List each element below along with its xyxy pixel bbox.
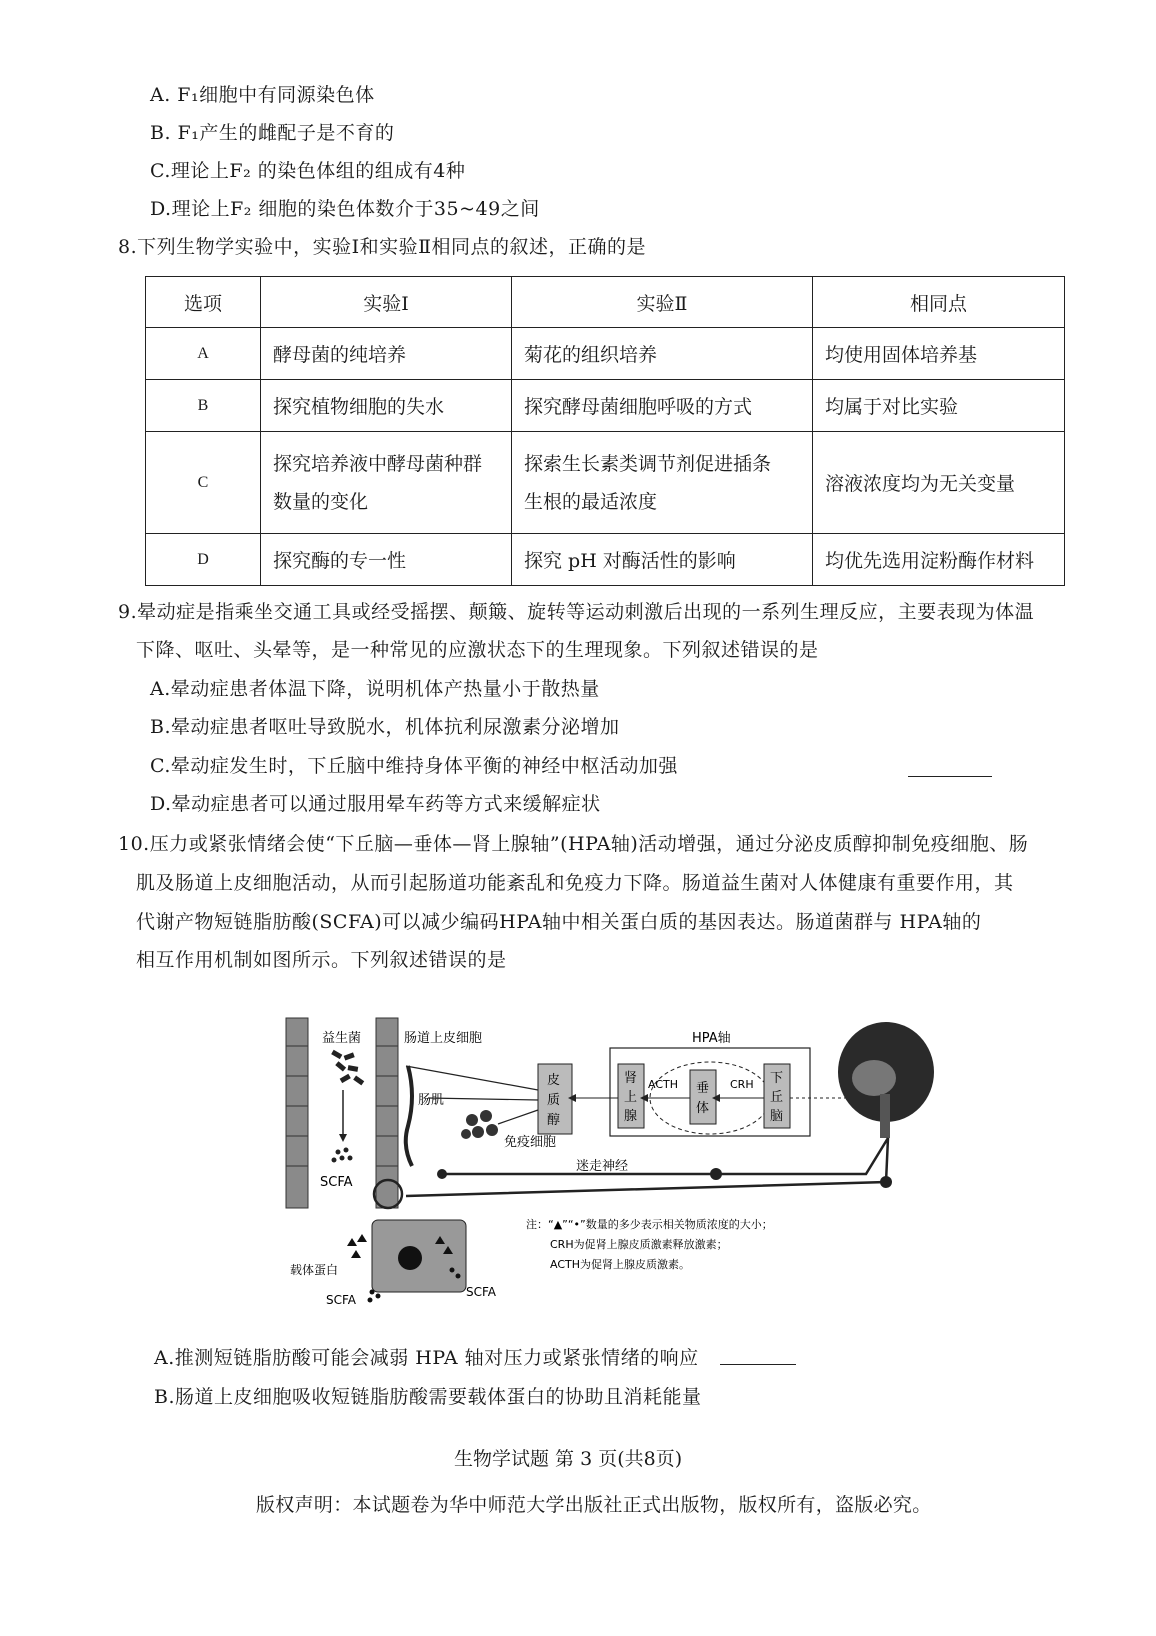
scfa-label-top: SCFA <box>320 1175 353 1190</box>
epithelial-label: 肠道上皮细胞 <box>404 1031 483 1046</box>
row-option: A <box>146 328 261 380</box>
row-exp1: 探究植物细胞的失水 <box>261 380 512 432</box>
row-option: B <box>146 380 261 432</box>
header-common: 相同点 <box>813 277 1065 328</box>
q8-stem: 8.下列生物学实验中，实验Ⅰ和实验Ⅱ相同点的叙述，正确的是 <box>118 236 647 258</box>
row-exp1: 酵母菌的纯培养 <box>261 328 512 380</box>
probiotic-icon <box>331 1050 364 1086</box>
row-common: 均优先选用淀粉酶作材料 <box>813 534 1065 586</box>
row-exp2: 探究 pH 对酶活性的影响 <box>512 534 813 586</box>
q10-stem-line2: 肌及肠道上皮细胞活动，从而引起肠道功能紊乱和免疫力下降。肠道益生菌对人体健康有重要作用，其 <box>136 872 1014 894</box>
adrenal-char: 上 <box>624 1090 638 1105</box>
q9-option-c: C.晕动症发生时，下丘脑中维持身体平衡的神经中枢活动加强 <box>150 755 678 777</box>
epithelium-left <box>286 1018 308 1208</box>
scfa-label-bottom-right: SCFA <box>466 1285 497 1299</box>
adrenal-char: 肾 <box>624 1071 638 1086</box>
immune-label: 免疫细胞 <box>504 1135 557 1150</box>
hypothalamus-char: 丘 <box>770 1090 784 1105</box>
muscle-label: 肠肌 <box>418 1093 445 1108</box>
muscle-shape <box>406 1066 412 1166</box>
crh-label: CRH <box>730 1078 754 1091</box>
answer-blank <box>720 1364 796 1365</box>
q9-option-a: A.晕动症患者体温下降，说明机体产热量小于散热量 <box>150 678 600 700</box>
row-exp2: 探究酵母菌细胞呼吸的方式 <box>512 380 813 432</box>
row-exp1 <box>261 432 512 534</box>
q7-option-b: B. F₁产生的雌配子是不育的 <box>150 122 395 144</box>
q10-option-a: A.推测短链脂肪酸可能会减弱 HPA 轴对压力或紧张情绪的响应 <box>154 1347 699 1369</box>
figure-note-line3: ACTH为促肾上腺皮质激素。 <box>550 1258 691 1271</box>
q10-option-b: B.肠道上皮细胞吸收短链脂肪酸需要载体蛋白的协助且消耗能量 <box>154 1386 702 1408</box>
table-row <box>146 380 1065 432</box>
table-header-row <box>146 277 1065 328</box>
cortisol-char: 质 <box>547 1093 561 1108</box>
answer-blank <box>908 776 992 777</box>
row-common: 溶液浓度均为无关变量 <box>813 432 1065 534</box>
cortisol-char: 醇 <box>547 1113 561 1128</box>
scfa-dots-top <box>332 1148 353 1163</box>
row-exp2: 菊花的组织培养 <box>512 328 813 380</box>
row-exp1-line1: 探究培养液中酵母菌种群 <box>273 452 483 475</box>
immune-cells-icon <box>461 1110 498 1139</box>
table-row <box>146 432 1065 534</box>
hpa-axis-figure <box>276 1006 936 1316</box>
vagus-label: 迷走神经 <box>576 1159 629 1174</box>
q9-stem-line1: 9.晕动症是指乘坐交通工具或经受摇摆、颠簸、旋转等运动刺激后出现的一系列生理反应，主要表现为体温 <box>118 601 1035 623</box>
figure-note-line1: 注：“▲”“•”数量的多少表示相关物质浓度的大小； <box>526 1218 773 1231</box>
table-row <box>146 328 1065 380</box>
hpa-label: HPA轴 <box>692 1031 731 1046</box>
figure-note-line2: CRH为促肾上腺皮质激素释放激素； <box>550 1238 728 1251</box>
row-exp1-line2: 数量的变化 <box>273 490 369 513</box>
header-exp2: 实验Ⅱ <box>512 277 813 328</box>
row-exp2 <box>512 432 813 534</box>
page-footer: 生物学试题 第 3 页(共8页) <box>454 1448 683 1470</box>
q7-option-a: A. F₁细胞中有同源染色体 <box>150 84 375 106</box>
probiotic-label: 益生菌 <box>322 1031 362 1046</box>
scfa-label-bottom-left: SCFA <box>326 1293 357 1307</box>
row-option: D <box>146 534 261 586</box>
row-exp1: 探究酶的专一性 <box>261 534 512 586</box>
row-option: C <box>146 432 261 534</box>
q9-option-b: B.晕动症患者呕吐导致脱水，机体抗利尿激素分泌增加 <box>150 716 620 738</box>
hypothalamus-char: 下 <box>770 1071 784 1086</box>
brain-icon <box>838 1022 934 1138</box>
q9-stem-line2: 下降、呕吐、头晕等，是一种常见的应激状态下的生理现象。下列叙述错误的是 <box>136 639 819 661</box>
pituitary-char: 垂 <box>696 1081 710 1096</box>
q7-option-c: C.理论上F₂ 的染色体组的组成有4种 <box>150 160 466 182</box>
acth-label: ACTH <box>648 1078 679 1091</box>
row-exp2-line1: 探索生长素类调节剂促进插条 <box>524 452 772 475</box>
q10-stem-line4: 相互作用机制如图所示。下列叙述错误的是 <box>136 949 507 971</box>
adrenal-char: 腺 <box>624 1109 638 1124</box>
q8-table <box>145 276 1065 586</box>
row-common: 均属于对比实验 <box>813 380 1065 432</box>
cortisol-char: 皮 <box>547 1073 561 1088</box>
table-row <box>146 534 1065 586</box>
header-exp1: 实验Ⅰ <box>261 277 512 328</box>
carrier-label: 载体蛋白 <box>290 1263 339 1277</box>
header-option: 选项 <box>146 277 261 328</box>
vagus-nerve-lower <box>406 1138 888 1196</box>
row-common: 均使用固体培养基 <box>813 328 1065 380</box>
q10-stem-line3: 代谢产物短链脂肪酸(SCFA)可以减少编码HPA轴中相关蛋白质的基因表达。肠道菌群与 HPA轴的 <box>136 911 982 933</box>
q7-option-d: D.理论上F₂ 细胞的染色体数介于35~49之间 <box>150 198 540 220</box>
pituitary-char: 体 <box>696 1101 710 1116</box>
q10-stem-line1: 10.压力或紧张情绪会使“下丘脑—垂体—肾上腺轴”(HPA轴)活动增强，通过分泌皮质醇抑制免疫细胞、肠 <box>118 833 1029 855</box>
hypothalamus-char: 脑 <box>770 1109 784 1124</box>
row-exp2-line2: 生根的最适浓度 <box>524 490 658 513</box>
q9-option-d: D.晕动症患者可以通过服用晕车药等方式来缓解症状 <box>150 793 601 815</box>
copyright-notice: 版权声明：本试题卷为华中师范大学出版社正式出版物，版权所有，盗版必究。 <box>256 1494 932 1516</box>
